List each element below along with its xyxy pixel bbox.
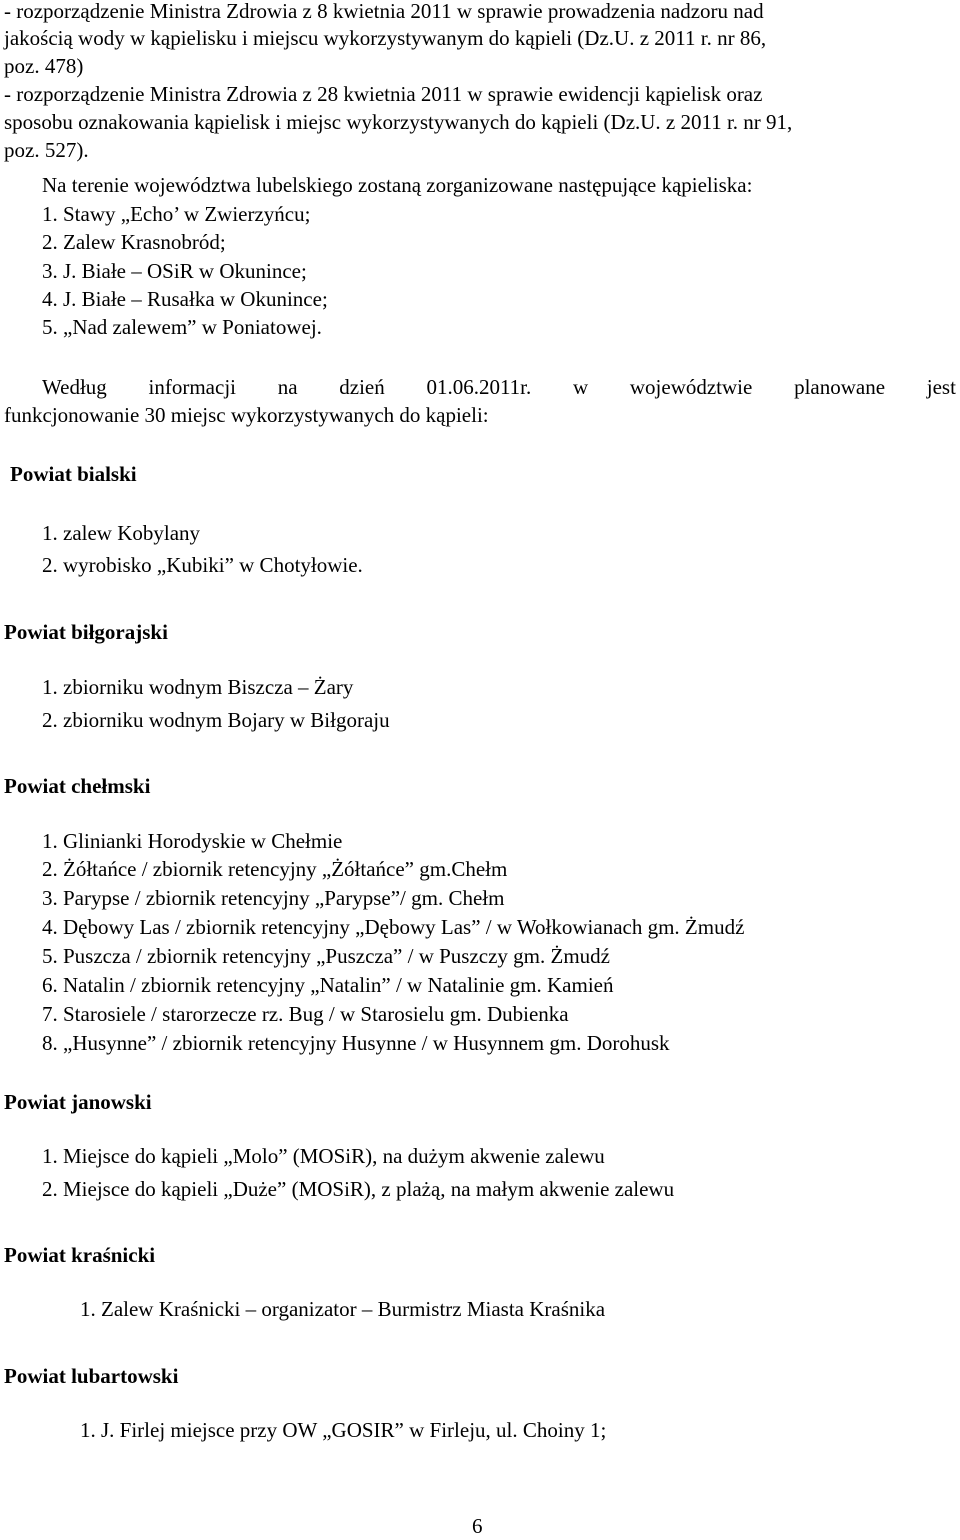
- kapieliska-intro: Na terenie województwa lubelskiego zostaną zorganizowane następujące kąpieliska:: [42, 173, 753, 197]
- word: Według: [42, 375, 107, 399]
- list-item: 5. Puszcza / zbiornik retencyjny „Puszcza” / w Puszczy gm. Żmudź: [42, 944, 610, 968]
- intro-line: sposobu oznakowania kąpielisk i miejsc wykorzystywanych do kąpieli (Dz.U. z 2011 r. nr 91,: [4, 110, 793, 134]
- list-item: 1. Zalew Kraśnicki – organizator – Burmistrz Miasta Kraśnika: [80, 1297, 606, 1321]
- list-item: 4. Dębowy Las / zbiornik retencyjny „Dębowy Las” / w Wołkowianach gm. Żmudź: [42, 915, 745, 939]
- word: na: [277, 375, 298, 399]
- word: 01.06.2011r.: [426, 375, 532, 399]
- list-item: 2. Miejsce do kąpieli „Duże” (MOSiR), z plażą, na małym akwenie zalewu: [42, 1177, 675, 1201]
- list-item: 1. Stawy „Echo’ w Zwierzyńcu;: [42, 202, 311, 226]
- list-item: 1. zbiorniku wodnym Biszcza – Żary: [42, 675, 354, 699]
- word: dzień: [339, 375, 385, 399]
- list-item: 1. J. Firlej miejsce przy OW „GOSIR” w Firleju, ul. Choiny 1;: [80, 1418, 607, 1442]
- word: jest: [926, 375, 956, 399]
- section-heading: Powiat lubartowski: [4, 1364, 179, 1388]
- page-number: 6: [472, 1514, 483, 1538]
- list-item: 3. Parypse / zbiornik retencyjny „Parypse”/ gm. Chełm: [42, 886, 505, 910]
- list-item: 7. Starosiele / starorzecze rz. Bug / w Starosielu gm. Dubienka: [42, 1002, 569, 1026]
- intro-line: poz. 527).: [4, 138, 89, 162]
- list-item: 5. „Nad zalewem” w Poniatowej.: [42, 315, 322, 339]
- list-item: 2. wyrobisko „Kubiki” w Chotyłowie.: [42, 553, 363, 577]
- list-item: 1. Glinianki Horodyskie w Chełmie: [42, 829, 343, 853]
- intro-line: poz. 478): [4, 54, 84, 78]
- section-heading: Powiat biłgorajski: [4, 620, 168, 644]
- list-item: 2. Żółtańce / zbiornik retencyjny „Żółtańce” gm.Chełm: [42, 857, 508, 881]
- list-item: 2. zbiorniku wodnym Bojary w Biłgoraju: [42, 708, 390, 732]
- word: informacji: [148, 375, 236, 399]
- list-item: 2. Zalew Krasnobród;: [42, 230, 226, 254]
- intro-line: - rozporządzenie Ministra Zdrowia z 28 kwietnia 2011 w sprawie ewidencji kąpielisk oraz: [4, 82, 763, 106]
- list-item: 6. Natalin / zbiornik retencyjny „Natalin” / w Natalinie gm. Kamień: [42, 973, 614, 997]
- list-item: 3. J. Białe – OSiR w Okunince;: [42, 259, 307, 283]
- word: województwie: [629, 375, 753, 399]
- section-heading: Powiat janowski: [4, 1090, 152, 1114]
- wedlug-line: [42, 374, 956, 401]
- wedlug-line-2: funkcjonowanie 30 miejsc wykorzystywanych do kąpieli:: [4, 403, 489, 427]
- list-item: 8. „Husynne” / zbiornik retencyjny Husynne / w Husynnem gm. Dorohusk: [42, 1031, 670, 1055]
- intro-line: jakością wody w kąpielisku i miejscu wykorzystywanym do kąpieli (Dz.U. z 2011 r. nr 86,: [4, 26, 767, 50]
- list-item: 4. J. Białe – Rusałka w Okunince;: [42, 287, 328, 311]
- word: w: [572, 375, 589, 399]
- intro-line: - rozporządzenie Ministra Zdrowia z 8 kwietnia 2011 w sprawie prowadzenia nadzoru nad: [4, 0, 764, 23]
- section-heading: Powiat kraśnicki: [4, 1243, 156, 1267]
- list-item: 1. zalew Kobylany: [42, 521, 201, 545]
- section-heading: Powiat bialski: [10, 462, 137, 486]
- list-item: 1. Miejsce do kąpieli „Molo” (MOSiR), na dużym akwenie zalewu: [42, 1144, 605, 1168]
- section-heading: Powiat chełmski: [4, 774, 151, 798]
- word: planowane: [794, 375, 886, 399]
